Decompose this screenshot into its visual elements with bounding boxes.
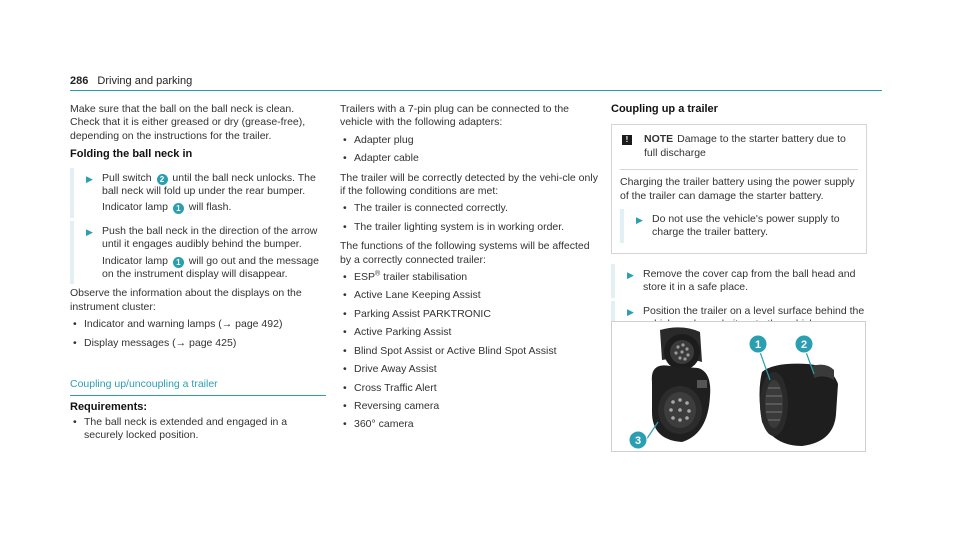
systems-list [340, 271, 598, 432]
list-item[interactable]: • Indicator and warning lamps (→ page 492) [70, 318, 326, 331]
list-item: • Active Lane Keeping Assist [340, 289, 598, 302]
adapters-list [340, 134, 598, 166]
step-text: Indicator lamp 1 will flash. [102, 201, 232, 214]
step-text: Position the trailer on a level surface behind the [643, 304, 865, 317]
step-text: Indicator lamp 1 will go out and the message on the instrument display will disappear. [102, 254, 319, 281]
note-header [620, 133, 858, 160]
list-item: • Cross Traffic Alert [340, 382, 598, 395]
socket-illustration [611, 321, 866, 452]
callout-badge: 1 [173, 203, 184, 214]
step-text: Push the ball neck in the direction of the arrow until it engages audibly behind the bumper. [102, 224, 318, 251]
detection-text: The trailer will be correctly detected by the vehi-cle only if the following conditions are met: [340, 171, 598, 198]
page-number: 286 [70, 75, 89, 87]
list-item: • The trailer lighting system is in working order. [340, 221, 598, 234]
step-text: Remove the cover cap from the ball head and store it in a safe place. [643, 267, 856, 294]
list-item: • Adapter plug [340, 134, 598, 147]
play-arrow-icon: ▶ [636, 215, 643, 226]
list-item: • The trailer is connected correctly. [340, 202, 598, 215]
svg-text:2: 2 [800, 339, 808, 351]
list-item: • Adapter cable [340, 152, 598, 165]
folding-heading: Folding the ball neck in [70, 148, 193, 161]
step-remove-cap [611, 268, 867, 295]
chapter-title: Driving and parking [97, 75, 193, 87]
header-divider [70, 90, 882, 91]
list-item[interactable]: • Display messages (→ page 425) [70, 337, 326, 350]
page-header [70, 75, 192, 87]
list-item: • Blind Spot Assist or Active Blind Spot Assist [340, 345, 598, 358]
callout-layer [612, 322, 865, 451]
list-item: • ESP® trailer stabilisation [340, 271, 598, 284]
step-push-ball-neck [70, 225, 326, 282]
requirements-heading: Requirements: [70, 400, 148, 413]
adapters-intro: Trailers with a 7-pin plug can be connected to the vehicle with the following adapters: [340, 103, 569, 129]
list-item: • Reversing camera [340, 400, 598, 413]
column-left [70, 103, 326, 449]
svg-text:1: 1 [754, 339, 762, 351]
callout-badge-2 [795, 335, 813, 353]
note-step [620, 213, 858, 240]
play-arrow-icon: ▶ [627, 306, 634, 317]
callout-badge-3 [629, 431, 647, 449]
functions-intro: The functions of the following systems will be affected by a correctly connected trailer: [340, 240, 590, 266]
callout-badge-1 [749, 335, 767, 353]
list-item: • Drive Away Assist [340, 363, 598, 376]
list-item: • 360° camera [340, 418, 598, 431]
note-box [611, 124, 867, 253]
list-item: • Active Parking Assist [340, 326, 598, 339]
conditions-list [340, 202, 598, 234]
observe-list [70, 318, 326, 350]
list-item: • Parking Assist PARKTRONIC [340, 308, 598, 321]
section-heading-link: Coupling up/uncoupling a trailer [70, 378, 326, 395]
exclamation-square-icon: ! [622, 135, 632, 145]
coupling-heading: Coupling up a trailer [611, 103, 718, 115]
step-pull-switch [70, 172, 326, 215]
step-text: Pull switch 2 until the ball neck unlocks. The ball neck will fold up under the rear bumper. [102, 171, 316, 198]
svg-text:3: 3 [634, 435, 642, 447]
observe-text: Observe the information about the displays on the instrument cluster: [70, 287, 302, 313]
step-text: Do not use the vehicle's power supply to charge the trailer battery. [652, 213, 840, 239]
note-text: Charging the trailer battery using the power supply of the trailer can damage the starter battery. [620, 176, 855, 202]
note-body [620, 169, 858, 240]
callout-badge: 2 [157, 174, 168, 185]
column-middle [340, 103, 598, 438]
list-item: • The ball neck is extended and engaged in a securely locked position. [70, 416, 326, 443]
play-arrow-icon: ▶ [86, 226, 93, 237]
play-arrow-icon: ▶ [86, 173, 93, 184]
column-right [611, 103, 867, 337]
requirements-list [70, 416, 326, 443]
note-heading: NOTE Damage to the starter battery due to full discharge [644, 133, 846, 159]
play-arrow-icon: ▶ [627, 269, 634, 280]
callout-badge: 1 [173, 257, 184, 268]
ball-clean-text: Make sure that the ball on the ball neck is clean. Check that it is either greased or dry (grease-free), depending on the instructions for the trailer. [70, 103, 306, 142]
